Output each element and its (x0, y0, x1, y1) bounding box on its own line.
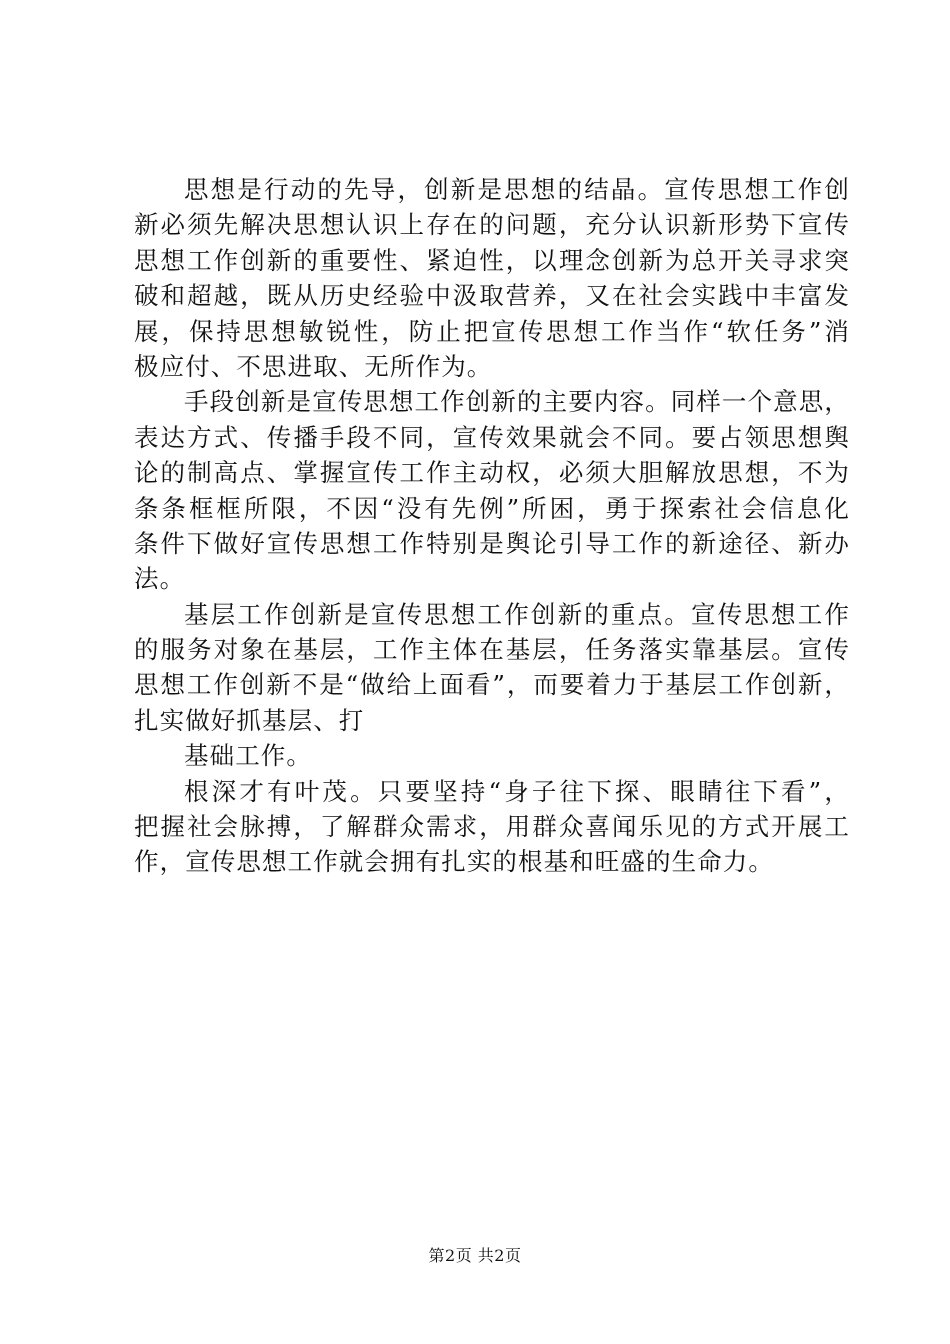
text-line: 极应付、不思进取、无所作为。 (134, 351, 493, 381)
text-line: 的服务对象在基层，工作主体在基层，任务落实靠基层。宣传 (134, 635, 850, 665)
text-line: 思想是行动的先导，创新是思想的结晶。宣传思想工作创 (184, 175, 850, 204)
text-line: 基础工作。 (184, 741, 312, 771)
text-line: 思想工作创新不是“做给上面看”，而要着力于基层工作创新， (134, 670, 850, 700)
text-line: 根深才有叶茂。只要坚持“身子往下探、眼睛往下看”， (184, 776, 850, 806)
text-line: 手段创新是宣传思想工作创新的主要内容。同样一个意思， (184, 387, 850, 417)
text-line: 作，宣传思想工作就会拥有扎实的根基和旺盛的生命力。 (134, 847, 774, 877)
text-line: 条件下做好宣传思想工作特别是舆论引导工作的新途径、新办 (134, 528, 850, 558)
text-line: 表达方式、传播手段不同，宣传效果就会不同。要占领思想舆 (134, 422, 850, 452)
text-line: 思想工作创新的重要性、紧迫性，以理念创新为总开关寻求突 (134, 245, 850, 275)
text-line: 条条框框所限，不因“没有先例”所困，勇于探索社会信息化 (134, 493, 850, 523)
text-line: 把握社会脉搏，了解群众需求，用群众喜闻乐见的方式开展工 (134, 812, 850, 842)
text-line: 法。 (134, 564, 186, 594)
text-line: 展，保持思想敏锐性，防止把宣传思想工作当作“软任务”消 (134, 316, 850, 346)
document-body (134, 172, 850, 880)
text-line: 基层工作创新是宣传思想工作创新的重点。宣传思想工作 (184, 599, 850, 629)
text-line: 新必须先解决思想认识上存在的问题，充分认识新形势下宣传 (134, 210, 850, 240)
page-number-footer: 第2页 共2页 (428, 1246, 522, 1265)
text-line: 论的制高点、掌握宣传工作主动权，必须大胆解放思想，不为 (134, 458, 850, 488)
text-line: 扎实做好抓基层、打 (134, 705, 365, 735)
text-line: 破和超越，既从历史经验中汲取营养，又在社会实践中丰富发 (134, 281, 850, 311)
